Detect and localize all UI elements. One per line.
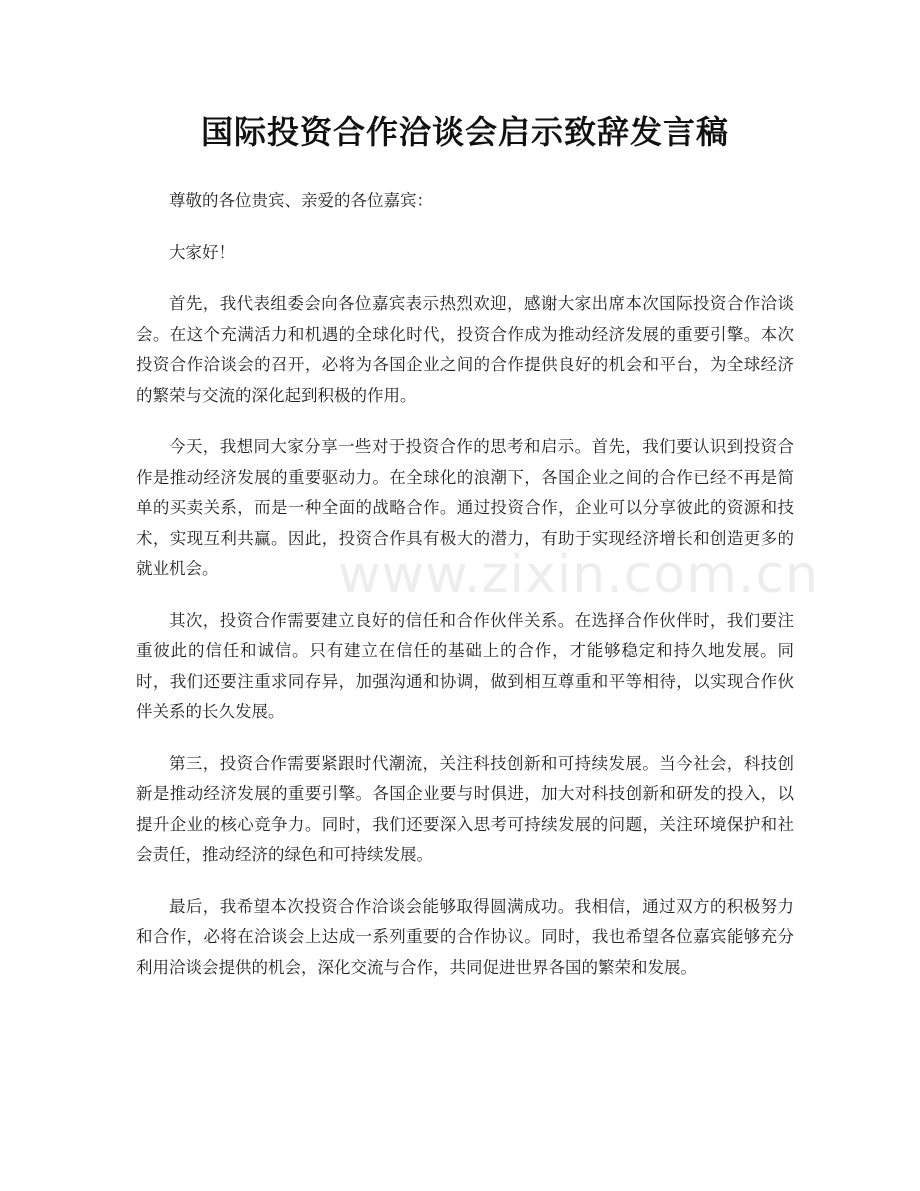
document-body bbox=[136, 186, 794, 983]
watermark: www.zixin.com.cn bbox=[338, 545, 819, 605]
salutation-paragraph: 尊敬的各位贵宾、亲爱的各位嘉宾： bbox=[169, 191, 433, 210]
document-title: 国际投资合作洽谈会启示致辞发言稿 bbox=[200, 113, 729, 151]
greeting-paragraph: 大家好！ bbox=[169, 242, 235, 262]
body-paragraph-2: 今天，我想同大家分享一些对于投资合作的思考和启示。首先，我们要认识到投资合作是推动经济发展的重要驱动力。在全球化的浪潮下，各国企业之间的合作已经不再是简单的买卖关系，而是一种全面的战略合作。通过投资合作，企业可以分享彼此的资源和技术，实现互利共赢。因此，投资合作具有极大的潜力，有助于实现经济增长和创造更多的就业机会。 bbox=[136, 437, 794, 578]
body-paragraph-5: 最后，我希望本次投资合作洽谈会能够取得圆满成功。我相信，通过双方的积极努力和合作，必将在洽谈会上达成一系列重要的合作协议。同时，我也希望各位嘉宾能够充分利用洽谈会提供的机会，深化交流与合作，共同促进世界各国的繁荣和发展。 bbox=[136, 896, 794, 977]
body-paragraph-3: 其次，投资合作需要建立良好的信任和合作伙伴关系。在选择合作伙伴时，我们要注重彼此的信任和诚信。只有建立在信任的基础上的合作，才能够稳定和持久地发展。同时，我们还要注重求同存异，加强沟通和协调，做到相互尊重和平等相待，以实现合作伙伴关系的长久发展。 bbox=[136, 610, 794, 721]
body-paragraph-4: 第三，投资合作需要紧跟时代潮流，关注科技创新和可持续发展。当今社会，科技创新是推动经济发展的重要引擎。各国企业要与时俱进，加大对科技创新和研发的投入，以提升企业的核心竞争力。同时，我们还要深入思考可持续发展的问题，关注环境保护和社会责任，推动经济的绿色和可持续发展。 bbox=[136, 753, 794, 864]
body-paragraph-1: 首先，我代表组委会向各位嘉宾表示热烈欢迎，感谢大家出席本次国际投资合作洽谈会。在这个充满活力和机遇的全球化时代，投资合作成为推动经济发展的重要引擎。本次投资合作洽谈会的召开，必将为各国企业之间的合作提供良好的机会和平台，为全球经济的繁荣与交流的深化起到积极的作用。 bbox=[136, 294, 794, 405]
